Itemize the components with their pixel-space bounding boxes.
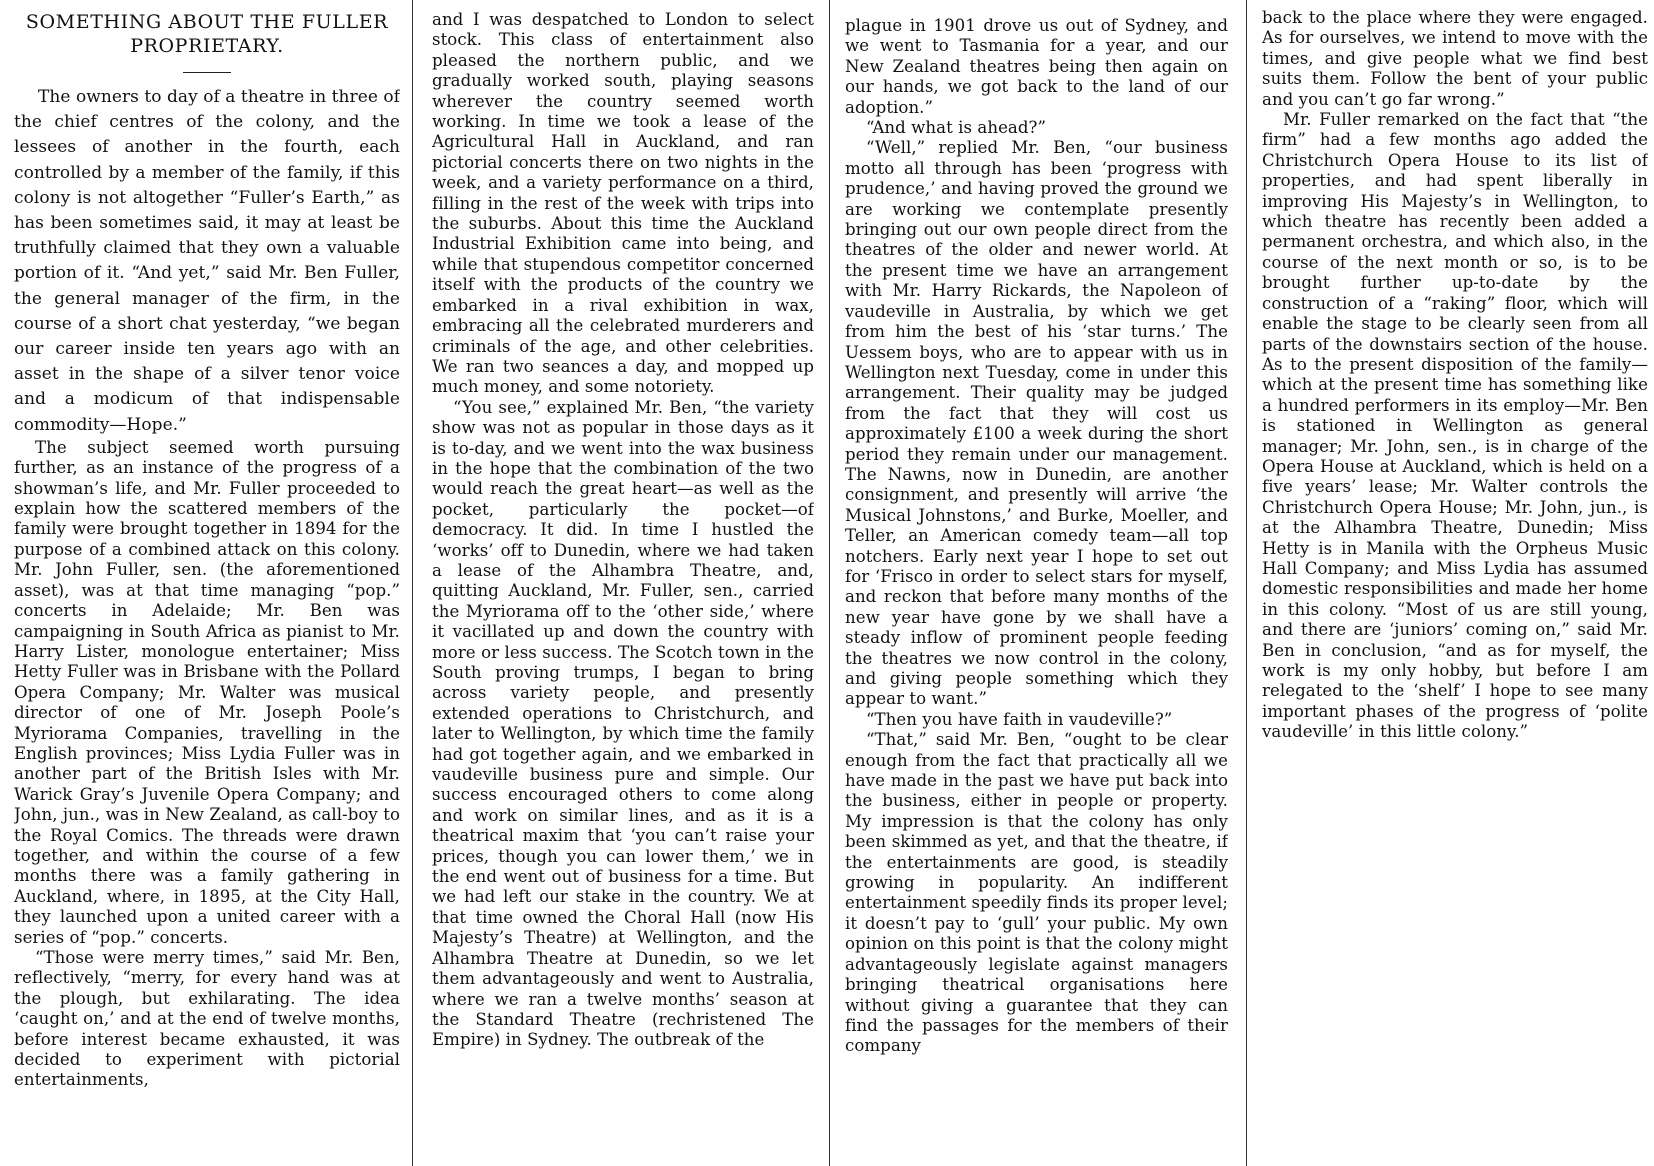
column-3 (845, 0, 1228, 1166)
paragraph: plague in 1901 drove us out of Sydney, and we went to Tasmania for a year, and our New Zealand theatres being then again on our hands, we got back to the land of our adoption.” (845, 16, 1228, 117)
column-1 (14, 0, 400, 1166)
column-4 (1262, 0, 1648, 1166)
paragraph: “Well,” replied Mr. Ben, “our business motto all through has been ‘progress with prudence,’ and having proved the ground we are working we contemplate presently bringing out our own people direct from the theatres of the older and newer world. At the present time we have an arrangement with Mr. Harry Rickards, the Napoleon of vaudeville in Australia, by which we get from him the best of his ‘star turns.’ The Uessem boys, who are to appear with us in Wellington next Tuesday, come in under this arrangement. Their quality may be judged from the fact that they will cost us approximately £100 a week during the short period they remain under our management. The Nawns, now in Dunedin, are another consignment, and presently will arrive ‘the Musical Johnstons,’ and Burke, Moeller, and Teller, an American comedy team—all top notchers. Early next year I hope to set out for ‘Frisco in order to select stars for myself, and reckon that before many months of the new year have gone by we shall have a steady inflow of prominent people feeding the theatres we now control in the colony, and giving people something which they appear to want.” (845, 138, 1228, 709)
paragraph: back to the place where they were engaged. As for ourselves, we intend to move with the times, and give people what we find best suits them. Follow the bent of your public and you can’t go far wrong.” (1262, 8, 1648, 109)
paragraph: The owners to day of a theatre in three of the chief centres of the colony, and the lessees of another in the fourth, each controlled by a member of the family, if this colony is not altogether “Fuller’s Earth,” as has been sometimes said, it may at least be truthfully claimed that they own a valuable portion of it. “And yet,” said Mr. Ben Fuller, the general manager of the firm, in the course of a short chat yesterday, “we began our career inside ten years ago with an asset in the shape of a silver tenor voice and a modicum of that indispensable commodity—Hope.” (14, 87, 400, 435)
paragraph: “And what is ahead?” (866, 118, 1047, 138)
column-divider (829, 0, 830, 1166)
title-rule (183, 72, 231, 73)
paragraph: Mr. Fuller remarked on the fact that “the firm” had a few months ago added the Christchurch Opera House to its list of properties, and had spent liberally in improving His Majesty’s in Wellington, to which theatre has recently been added a permanent orchestra, and which also, in the course of the next month or so, is to be brought further up-to-date by the construction of a “raking” floor, which will enable the stage to be clearly seen from all parts of the downstairs section of the house. As to the present disposition of the family—which at the present time has something like a hundred performers in its employ—Mr. Ben is stationed in Wellington as general manager; Mr. John, sen., is in charge of the Opera House at Auckland, which is held on a five years’ lease; Mr. Walter controls the Christchurch Opera House; Mr. John, jun., is at the Alhambra Theatre, Dunedin; Miss Hetty is in Manila with the Orpheus Music Hall Company; and Miss Lydia has assumed domestic responsibilities and made her home in this colony. “Most of us are still young, and there are ‘juniors’ coming on,” said Mr. Ben in conclusion, “and as for myself, the work is my only hobby, but before I am relegated to the ‘shelf’ I hope to see many important phases of the progress of ‘polite vaudeville’ in this little colony.” (1262, 110, 1648, 742)
column-divider (412, 0, 413, 1166)
paragraph: “Those were merry times,” said Mr. Ben, reflectively, “merry, for every hand was at the plough, but exhilarating. The idea ‘caught on,’ and at the end of twelve months, before interest became exhausted, it was decided to experiment with pictorial entertainments, (14, 948, 400, 1090)
paragraph: and I was despatched to London to select stock. This class of entertainment also pleased the northern public, and we gradually worked south, playing seasons wherever the country seemed worth working. In time we took a lease of the Agricultural Hall in Auckland, and ran pictorial concerts there on two nights in the week, and a variety performance on a third, filling in the rest of the week with trips into the suburbs. About this time the Auckland Industrial Exhibition came into being, and while that stupendous competitor concerned itself with the products of the country we embarked in a rival exhibition in wax, embracing all the celebrated murderers and criminals of the age, and other celebrities. We ran two seances a day, and mopped up much money, and some notoriety. (432, 10, 814, 397)
paragraph: “That,” said Mr. Ben, “ought to be clear enough from the fact that practically all we have made in the past we have put back into the business, either in people or property. My impression is that the colony has only been skimmed as yet, and that the theatre, if the entertainments are good, is steadily growing in popularity. An indifferent entertainment speedily finds its proper level; it doesn’t pay to ‘gull’ your public. My own opinion on this point is that the colony might advantageously legislate against managers bringing theatrical organisations here without giving a guarantee that they can find the passages for the members of their company (845, 730, 1228, 1056)
column-divider (1246, 0, 1247, 1166)
paragraph: “You see,” explained Mr. Ben, “the variety show was not as popular in those days as it is to-day, and we went into the wax business in the hope that the combination of the two would reach the great heart—as well as the pocket, particularly the pocket—of democracy. It did. In time I hustled the ‘works’ off to Dunedin, where we had taken a lease of the Alhambra Theatre, and, quitting Auckland, Mr. Fuller, sen., carried the Myriorama off to the ‘other side,’ where it vacillated up and down the country with more or less success. The Scotch town in the South proving trumps, I began to bring across variety people, and presently extended operations to Christchurch, and later to Wellington, by which time the family had got together again, and we embarked in vaudeville business pure and simple. Our success encouraged others to come along and work on similar lines, and as it is a theatrical maxim that ‘you can’t raise your prices, though you can lower them,’ we in the end went out of business for a time. But we had left our stake in the country. We at that time owned the Choral Hall (now His Majesty’s Theatre) at Wellington, and the Alhambra Theatre at Dunedin, so we let them advantageously and went to Australia, where we ran a twelve months’ season at the Standard Theatre (rechristened The Empire) in Sydney. The outbreak of the (432, 397, 814, 1050)
paragraph: The subject seemed worth pursuing further, as an instance of the progress of a showman’s life, and Mr. Fuller proceeded to explain how the scattered members of the family were brought together in 1894 for the purpose of a combined attack on this colony. Mr. John Fuller, sen. (the aforementioned asset), was at that time managing “pop.” concerts in Adelaide; Mr. Ben was campaigning in South Africa as pianist to Mr. Harry Lister, monologue entertainer; Miss Hetty Fuller was in Brisbane with the Pollard Opera Company; Mr. Walter was musical director of one of Mr. Joseph Poole’s Myriorama Companies, travelling in the English provinces; Miss Lydia Fuller was in another part of the British Isles with Mr. Warick Gray’s Juvenile Opera Company; and John, jun., was in New Zealand, as call-boy to the Royal Comics. The threads were drawn together, and within the course of a few months there was a family gathering in Auckland, where, in 1895, at the City Hall, they launched upon a united career with a series of “pop.” concerts. (14, 437, 400, 947)
paragraph: “Then you have faith in vaudeville?” (866, 709, 1173, 729)
column-2 (432, 0, 814, 1166)
article-title: SOMETHING ABOUT THE FULLER PROPRIETARY. (25, 11, 389, 57)
